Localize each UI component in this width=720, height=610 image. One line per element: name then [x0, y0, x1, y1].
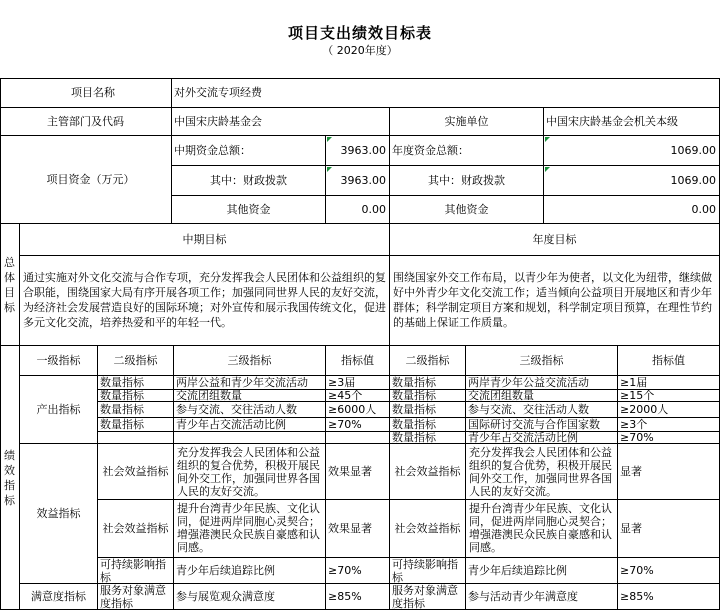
year-indicator-name: 交流团组数量 — [466, 390, 618, 402]
year-indicator-value: ≥70% — [618, 432, 720, 444]
empty-cell — [174, 432, 326, 444]
mid-fiscal-label: 其中：财政拨款 — [172, 166, 326, 196]
social-benefit-label: 社会效益指标 — [390, 500, 466, 558]
impl-unit-label: 实施单位 — [390, 108, 544, 136]
mid-target-text: 通过实施对外文化交流与合作专项，充分发挥我会人民团体和公益组织的复合职能，围绕国家大局有序开展各项工作；加强同同世界人民的友好交流，为经济社会发展营造良好的国际环境；对外宣传和展示我国传统文化，促进多元文化交流，培养热爱和平的年轻一代。 — [20, 256, 390, 346]
satisfaction-indicator-label: 满意度指标 — [20, 584, 98, 610]
year-indicator-name: 国际研讨交流与合作国家数 — [466, 418, 618, 432]
cell-marker-icon — [327, 167, 332, 172]
sustain-name: 青少年后续追踪比例 — [466, 558, 618, 584]
level3-header-year: 三级指标 — [466, 346, 618, 376]
year-indicator-name: 参与交流、交往活动人数 — [466, 402, 618, 418]
sustain-value: ≥70% — [326, 558, 390, 584]
effect-value: 显著 — [618, 444, 720, 500]
social-benefit-text: 提升台湾青少年民族、文化认同，促进两岸同胞心灵契合；增强港澳民众民族自豪感和认同感。 — [174, 500, 326, 558]
mid-indicator-value: ≥3届 — [326, 376, 390, 390]
project-name-value: 对外交流专项经费 — [172, 78, 720, 108]
value-header-year: 指标值 — [618, 346, 720, 376]
funds-label: 项目资金（万元） — [0, 136, 172, 224]
cell-marker-icon — [327, 137, 332, 142]
mid-other-value: 0.00 — [326, 196, 390, 224]
level2-header-mid: 二级指标 — [98, 346, 174, 376]
level3-header-mid: 三级指标 — [174, 346, 326, 376]
social-benefit-label: 社会效益指标 — [98, 500, 174, 558]
mid-indicator-name: 两岸公益和青少年交流活动 — [174, 376, 326, 390]
effect-indicator-label: 效益指标 — [20, 444, 98, 584]
mid-target-header: 中期目标 — [20, 224, 390, 256]
page-subtitle: （ 2020年度） — [322, 44, 398, 57]
sat-name: 参与活动青少年满意度 — [466, 584, 618, 610]
qty-label: 数量指标 — [98, 418, 174, 432]
value-header-mid: 指标值 — [326, 346, 390, 376]
dept-value: 中国宋庆龄基金会 — [172, 108, 390, 136]
social-benefit-text: 提升台湾青少年民族、文化认同，促进两岸同胞心灵契合；增强港澳民众民族自豪感和认同感。 — [466, 500, 618, 558]
mid-indicator-value: ≥70% — [326, 418, 390, 432]
page-title: 项目支出绩效目标表 — [287, 24, 432, 42]
year-target-header: 年度目标 — [390, 224, 720, 256]
mid-indicator-name: 交流团组数量 — [174, 390, 326, 402]
sustain-value: ≥70% — [618, 558, 720, 584]
qty-label: 数量指标 — [390, 390, 466, 402]
cell-marker-icon — [545, 137, 550, 142]
qty-label: 数量指标 — [390, 418, 466, 432]
social-benefit-label: 社会效益指标 — [390, 444, 466, 500]
year-indicator-value: ≥1届 — [618, 376, 720, 390]
empty-cell — [326, 432, 390, 444]
social-benefit-label: 社会效益指标 — [98, 444, 174, 500]
project-name-label: 项目名称 — [0, 78, 172, 108]
year-other-label: 其他资金 — [390, 196, 544, 224]
qty-label: 数量指标 — [98, 402, 174, 418]
overall-target-label: 总体目标 — [0, 224, 20, 346]
mid-fiscal-value: 3963.00 — [326, 166, 390, 196]
effect-value: 效果显著 — [326, 444, 390, 500]
service-sat-label: 服务对象满意度指标 — [98, 584, 174, 610]
year-indicator-value: ≥3个 — [618, 418, 720, 432]
impl-unit-value: 中国宋庆龄基金会机关本级 — [544, 108, 720, 136]
year-indicator-name: 两岸青少年公益交流活动 — [466, 376, 618, 390]
sat-value: ≥85% — [326, 584, 390, 610]
qty-label: 数量指标 — [390, 376, 466, 390]
mid-indicator-name: 参与交流、交往活动人数 — [174, 402, 326, 418]
mid-indicator-value: ≥45个 — [326, 390, 390, 402]
year-indicator-value: ≥2000人 — [618, 402, 720, 418]
year-indicator-value: ≥15个 — [618, 390, 720, 402]
effect-value: 效果显著 — [326, 500, 390, 558]
year-total-label: 年度资金总额： — [390, 136, 544, 166]
empty-cell — [98, 432, 174, 444]
qty-label: 数量指标 — [98, 376, 174, 390]
year-fiscal-value: 1069.00 — [544, 166, 720, 196]
service-sat-label: 服务对象满意度指标 — [390, 584, 466, 610]
year-other-value: 0.00 — [544, 196, 720, 224]
qty-label: 数量指标 — [390, 432, 466, 444]
perf-indicator-label: 绩效指标 — [0, 346, 20, 610]
year-target-text: 围绕国家外交工作布局，以青少年为使者，以文化为纽带，继续做好中外青少年文化交流工作；适当倾向公益项目开展地区和青少年群体；科学制定项目方案和规划，科学制定项目预算，在理性节约的基础上保证工作质量。 — [390, 256, 720, 346]
qty-label: 数量指标 — [98, 390, 174, 402]
social-benefit-text: 充分发挥我会人民团体和公益组织的复合优势，积极开展民间外交工作，加强同世界各国人民的友好交流。 — [466, 444, 618, 500]
effect-value: 显著 — [618, 500, 720, 558]
dept-label: 主管部门及代码 — [0, 108, 172, 136]
level2-header-year: 二级指标 — [390, 346, 466, 376]
mid-total-label: 中期资金总额： — [172, 136, 326, 166]
year-total-value: 1069.00 — [544, 136, 720, 166]
output-indicator-label: 产出指标 — [20, 376, 98, 444]
mid-other-label: 其他资金 — [172, 196, 326, 224]
sustain-label: 可持续影响指标 — [98, 558, 174, 584]
mid-total-value: 3963.00 — [326, 136, 390, 166]
qty-label: 数量指标 — [390, 402, 466, 418]
sustain-name: 青少年后续追踪比例 — [174, 558, 326, 584]
sat-value: ≥85% — [618, 584, 720, 610]
mid-indicator-name: 青少年占交流活动比例 — [174, 418, 326, 432]
sat-name: 参与展览观众满意度 — [174, 584, 326, 610]
level1-header: 一级指标 — [20, 346, 98, 376]
social-benefit-text: 充分发挥我会人民团体和公益组织的复合优势，积极开展民间外交工作，加强同世界各国人民的友好交流。 — [174, 444, 326, 500]
sustain-label: 可持续影响指标 — [390, 558, 466, 584]
year-indicator-name: 青少年占交流活动比例 — [466, 432, 618, 444]
cell-marker-icon — [545, 167, 550, 172]
mid-indicator-value: ≥6000人 — [326, 402, 390, 418]
year-fiscal-label: 其中：财政拨款 — [390, 166, 544, 196]
